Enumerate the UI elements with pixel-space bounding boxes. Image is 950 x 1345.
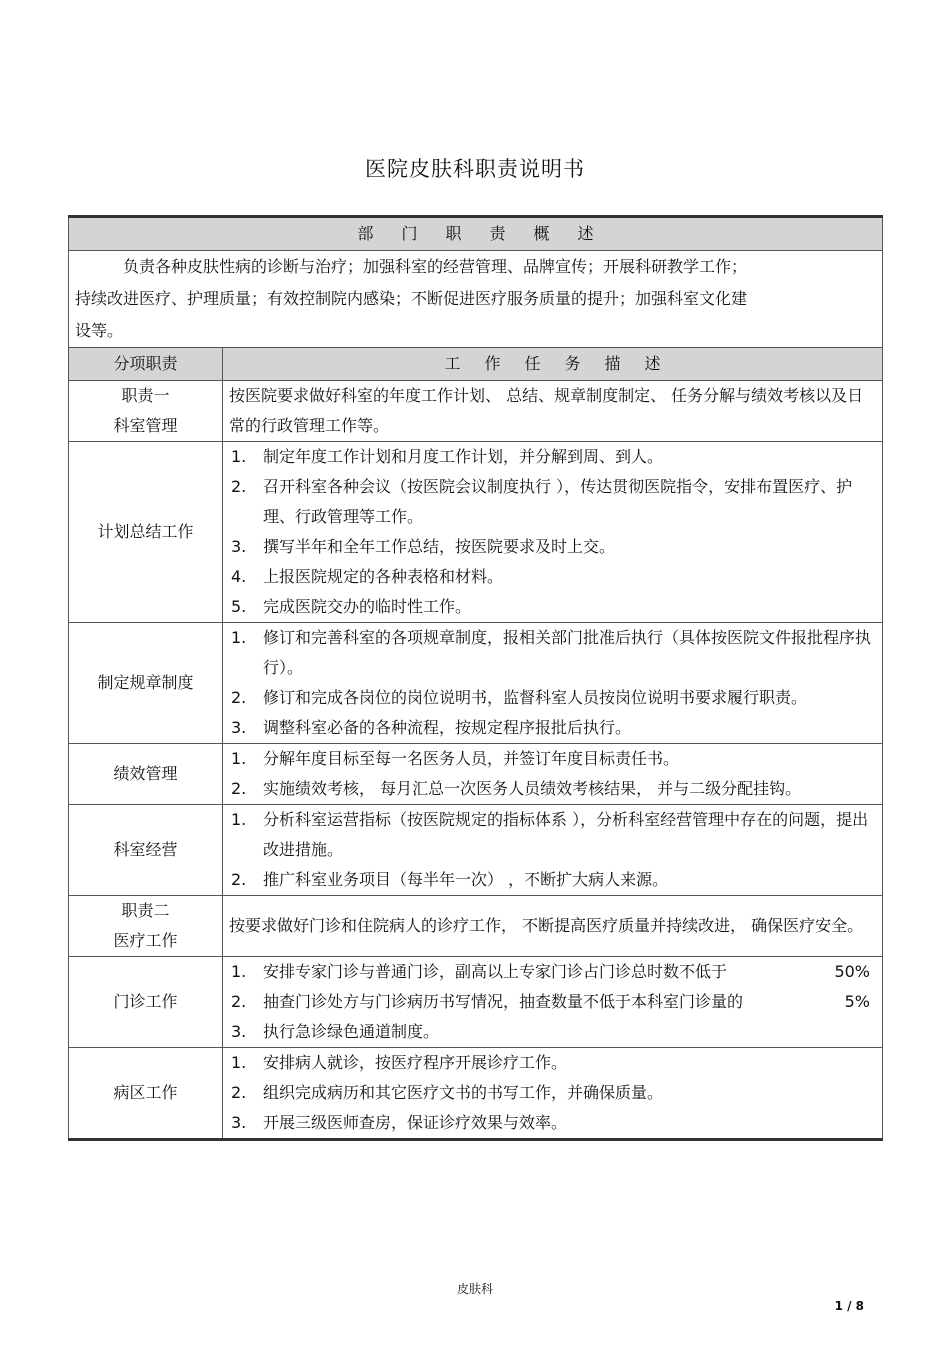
- footer-label: 皮肤科: [456, 1282, 493, 1296]
- list-item: 1. 分析科室运营指标（按医院规定的指标体系 ），分析科室经营管理中存在的问题，提出改进措施。: [231, 810, 869, 859]
- col-header-description: 工作任务描述: [223, 348, 883, 381]
- table-row: [69, 1048, 883, 1140]
- list-item: 3. 调整科室必备的各种流程，按规定程序报批后执行。: [231, 718, 632, 737]
- category-cell: 病区工作: [69, 1048, 223, 1140]
- list-item: 4. 上报医院规定的各种表格和材料。: [231, 567, 504, 586]
- description-cell: 按医院要求做好科室的年度工作计划、 总结、规章制度制定、 任务分解与绩效考核以及日常的行政管理工作等。: [223, 381, 883, 442]
- list-item: 2. 修订和完成各岗位的岗位说明书，监督科室人员按岗位说明书要求履行职责。: [231, 688, 808, 707]
- description-cell: [223, 442, 883, 623]
- list-item: 3. 开展三级医师查房，保证诊疗效果与效率。: [231, 1113, 568, 1132]
- description-cell: [223, 1048, 883, 1140]
- description-cell: 按要求做好门诊和住院病人的诊疗工作， 不断提高医疗质量并持续改进， 确保医疗安全。: [223, 896, 883, 957]
- overview-text: 负责各种皮肤性病的诊断与治疗；加强科室的经营管理、品牌宣传；开展科研教学工作； 持续改进医疗、护理质量；有效控制院内感染；不断促进医疗服务质量的提升；加强科室文化建 设等。: [69, 251, 883, 348]
- percent-value: 50%: [834, 962, 870, 981]
- table-row: [69, 896, 883, 957]
- category-cell: 门诊工作: [69, 957, 223, 1048]
- overview-header: 部门职责概述: [69, 217, 883, 251]
- list-item: 2. 组织完成病历和其它医疗文书的书写工作，并确保质量。: [231, 1083, 664, 1102]
- list-item: 2. 实施绩效考核， 每月汇总一次医务人员绩效考核结果， 并与二级分配挂钩。: [231, 779, 802, 798]
- list-item: 1. 修订和完善科室的各项规章制度，报相关部门批准后执行（具体按医院文件报批程序执行）。: [231, 628, 872, 677]
- description-cell: [223, 957, 883, 1048]
- list-item: 1. 制定年度工作计划和月度工作计划，并分解到周、到人。: [231, 447, 664, 466]
- table-row: [69, 381, 883, 442]
- category-cell: 计划总结工作: [69, 442, 223, 623]
- description-cell: [223, 623, 883, 744]
- list-item: 3. 执行急诊绿色通道制度。: [231, 1022, 440, 1041]
- list-item: 5. 完成医院交办的临时性工作。: [231, 597, 472, 616]
- percent-value: 5%: [844, 992, 870, 1011]
- duty-table: [68, 215, 883, 1141]
- category-cell: 制定规章制度: [69, 623, 223, 744]
- description-cell: [223, 805, 883, 896]
- list-item: 1. 分解年度目标至每一名医务人员，并签订年度目标责任书。: [231, 749, 680, 768]
- table-row: [69, 957, 883, 1048]
- page-number: 1 / 8: [834, 1299, 864, 1313]
- category-cell: 绩效管理: [69, 744, 223, 805]
- list-item: 1. 安排专家门诊与普通门诊，副高以上专家门诊占门诊总时数不低于 50%: [229, 957, 876, 987]
- table-row: [69, 623, 883, 744]
- category-cell: 职责二 医疗工作: [69, 896, 223, 957]
- table-row: [69, 442, 883, 623]
- category-cell: 职责一 科室管理: [69, 381, 223, 442]
- col-header-category: 分项职责: [69, 348, 223, 381]
- table-row: [69, 805, 883, 896]
- list-item: 2. 推广科室业务项目（每半年一次） ，不断扩大病人来源。: [231, 870, 669, 889]
- list-item: 2. 召开科室各种会议（按医院会议制度执行 ），传达贯彻医院指令，安排布置医疗、护理、行政管理等工作。: [231, 477, 853, 526]
- table-row: [69, 744, 883, 805]
- list-item: 3. 撰写半年和全年工作总结，按医院要求及时上交。: [231, 537, 616, 556]
- list-item: 2. 抽查门诊处方与门诊病历书写情况，抽查数量不低于本科室门诊量的 5%: [229, 987, 876, 1017]
- category-cell: 科室经营: [69, 805, 223, 896]
- description-cell: [223, 744, 883, 805]
- list-item: 1. 安排病人就诊，按医疗程序开展诊疗工作。: [231, 1053, 568, 1072]
- document-title: 医院皮肤科职责说明书: [365, 157, 585, 181]
